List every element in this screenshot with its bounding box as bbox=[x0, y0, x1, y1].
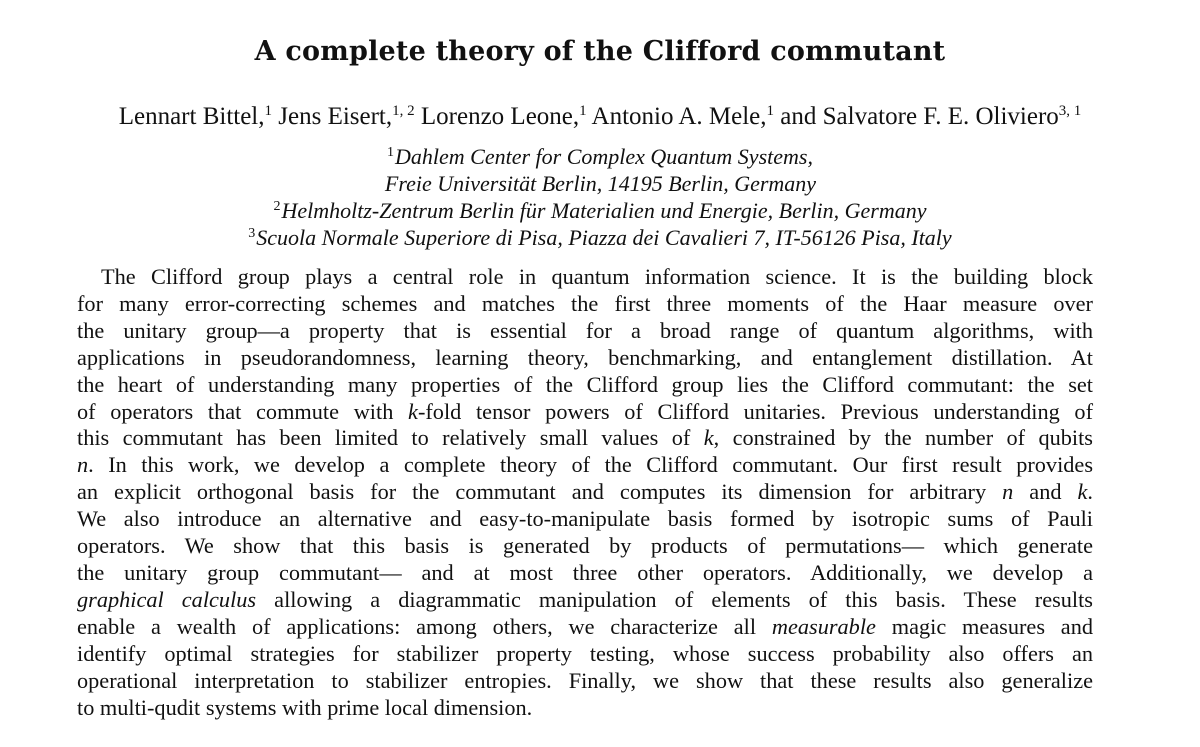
abstract-text: applications in pseudorandomness, learning theory, benchmarking, and entanglement distillation. At bbox=[77, 344, 1093, 370]
affiliation-line bbox=[0, 143, 1200, 170]
abstract-line bbox=[77, 318, 1093, 345]
abstract-text: The Clifford group plays a central role in quantum information science. It is the building block bbox=[101, 264, 1093, 289]
author-affil-mark: 1, 2 bbox=[392, 103, 415, 119]
author-affil-mark: 1 bbox=[579, 103, 587, 119]
abstract-line bbox=[77, 533, 1093, 560]
math-variable-n: n bbox=[1002, 479, 1014, 505]
abstract-text: this commutant has been limited to relatively small values of bbox=[77, 425, 704, 451]
abstract-line bbox=[77, 695, 1093, 722]
affiliation-text: Scuola Normale Superiore di Pisa, Piazza dei Cavalieri 7, IT-56126 Pisa, Italy bbox=[256, 225, 952, 250]
abstract-line bbox=[77, 560, 1093, 587]
abstract-text: We also introduce an alternative and easy-to-manipulate basis formed by isotropic sums of Pauli bbox=[77, 506, 1093, 532]
abstract-text: operators. We show that this basis is generated by products of permutations— which generate bbox=[77, 533, 1093, 559]
affiliation-number: 2 bbox=[273, 199, 281, 214]
author-name: and Salvatore F. E. Oliviero bbox=[780, 103, 1059, 130]
abstract-text: -fold tensor powers of Clifford unitaries. Previous understanding of bbox=[417, 398, 1093, 424]
math-variable-k: k bbox=[703, 425, 714, 451]
author-name: Lennart Bittel, bbox=[118, 103, 265, 130]
abstract-text: . In this work, we develop a complete theory of the Clifford commutant. Our first result provides bbox=[88, 452, 1093, 478]
abstract-text: operational interpretation to stabilizer entropies. Finally, we show that these results also generalize bbox=[77, 667, 1093, 693]
abstract-text: enable a wealth of applications: among others, we characterize all bbox=[77, 613, 772, 639]
abstract-line bbox=[77, 614, 1093, 641]
abstract-text: identify optimal strategies for stabilizer property testing, whose success probability also offers an bbox=[77, 640, 1093, 666]
affiliation-number: 3 bbox=[248, 226, 256, 241]
abstract-line bbox=[77, 587, 1093, 614]
paper-title: A complete theory of the Clifford commutant bbox=[254, 36, 946, 67]
affiliation-text: Freie Universität Berlin, 14195 Berlin, Germany bbox=[384, 171, 817, 196]
affiliation-list bbox=[0, 143, 1200, 251]
abstract-line bbox=[77, 345, 1093, 372]
abstract-line bbox=[77, 425, 1093, 452]
abstract-line bbox=[77, 291, 1093, 318]
author-affil-mark: 1 bbox=[264, 103, 273, 119]
math-variable-k: k bbox=[1077, 479, 1088, 505]
author-affil-mark: 3, 1 bbox=[1058, 103, 1082, 119]
abstract-text: magic measures and bbox=[875, 613, 1093, 639]
affiliation-text: Dahlem Center for Complex Quantum Systems, bbox=[395, 144, 813, 169]
abstract-text: the unitary group—a property that is essential for a broad range of quantum algorithms, with bbox=[77, 317, 1093, 343]
abstract-text: and bbox=[1013, 479, 1078, 505]
abstract-line bbox=[77, 479, 1093, 506]
abstract-line bbox=[77, 506, 1093, 533]
author-list bbox=[0, 103, 1200, 131]
abstract-text: of operators that commute with bbox=[77, 398, 409, 424]
author-name: Lorenzo Leone, bbox=[420, 103, 580, 130]
math-variable-n: n bbox=[77, 452, 89, 478]
affiliation-line bbox=[0, 224, 1200, 251]
abstract-text: , constrained by the number of qubits bbox=[713, 425, 1093, 451]
abstract-line bbox=[77, 372, 1093, 399]
abstract-line bbox=[77, 264, 1093, 291]
abstract-text: for many error-correcting schemes and matches the first three moments of the Haar measure over bbox=[77, 290, 1093, 316]
abstract-line bbox=[77, 641, 1093, 668]
affiliation-number: 1 bbox=[387, 145, 395, 160]
affiliation-line bbox=[0, 170, 1200, 197]
abstract-line bbox=[77, 452, 1093, 479]
emphasis-term: graphical calculus bbox=[77, 586, 257, 612]
emphasis-term: measurable bbox=[771, 613, 876, 639]
affiliation-text: Helmholtz-Zentrum Berlin für Materialien und Energie, Berlin, Germany bbox=[281, 198, 927, 223]
author-affil-mark: 1 bbox=[766, 103, 775, 119]
abstract-text: allowing a diagrammatic manipulation of elements of this basis. These results bbox=[256, 586, 1093, 612]
abstract bbox=[77, 264, 1093, 721]
abstract-line bbox=[77, 668, 1093, 695]
abstract-line bbox=[77, 399, 1093, 426]
abstract-text: . bbox=[1087, 479, 1093, 505]
abstract-text: to multi-qudit systems with prime local dimension. bbox=[77, 694, 533, 720]
affiliation-line bbox=[0, 197, 1200, 224]
author-name: Antonio A. Mele, bbox=[591, 103, 767, 130]
abstract-text: the heart of understanding many properties of the Clifford group lies the Clifford commutant: the set bbox=[77, 371, 1093, 397]
author-name: Jens Eisert, bbox=[278, 103, 393, 130]
abstract-text: the unitary group commutant— and at most three other operators. Additionally, we develop a bbox=[77, 559, 1093, 585]
math-variable-k: k bbox=[408, 398, 418, 424]
abstract-text: an explicit orthogonal basis for the commutant and computes its dimension for arbitrary bbox=[77, 479, 1003, 505]
